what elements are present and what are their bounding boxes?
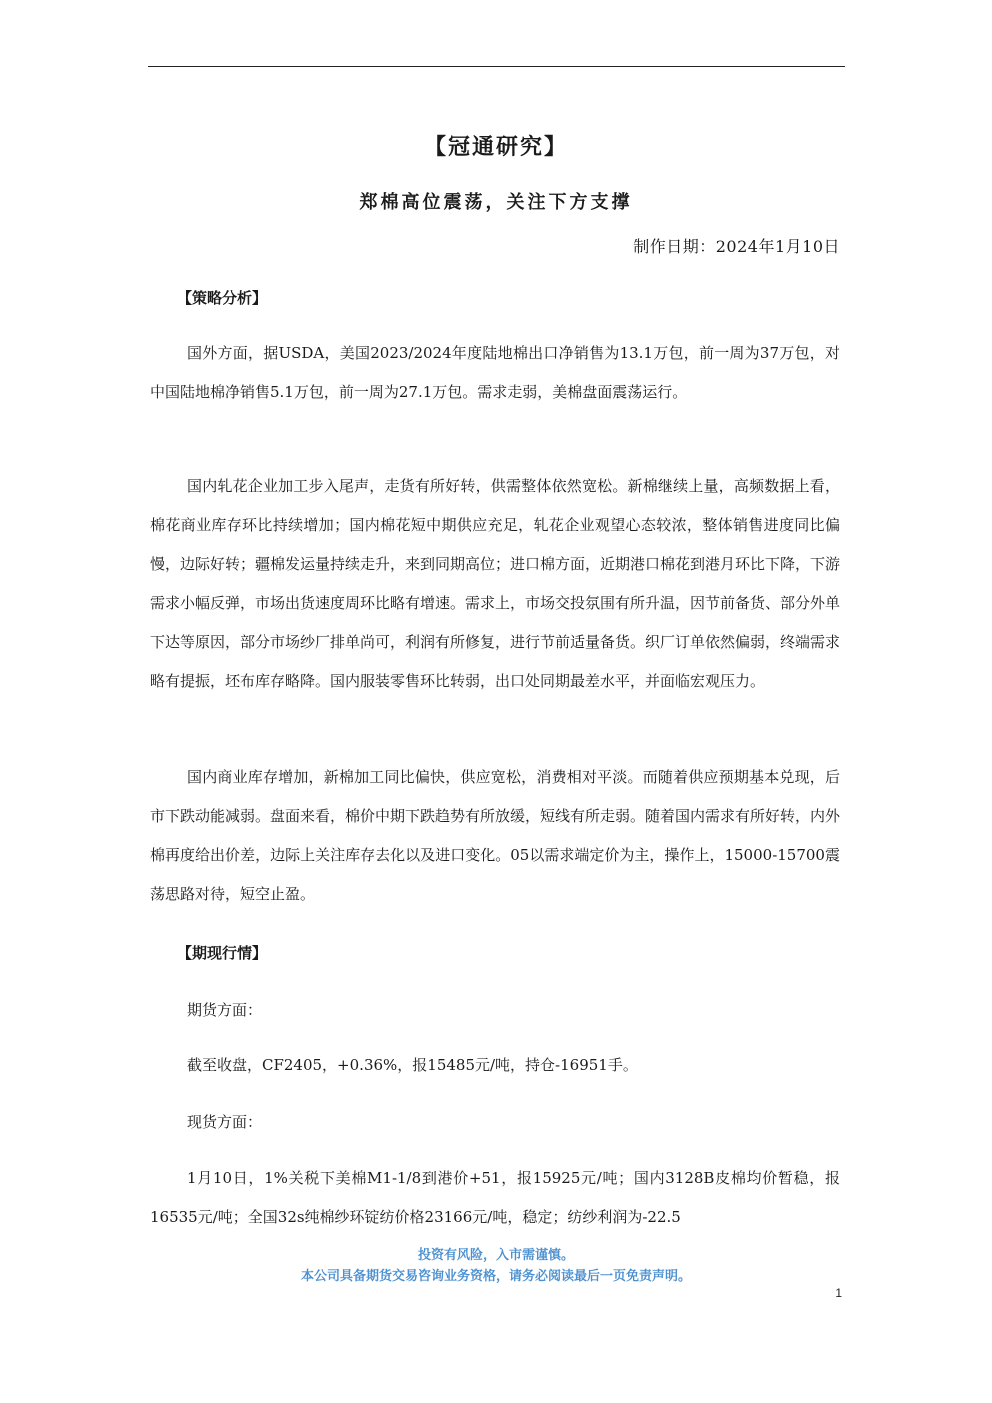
report-date: 制作日期：2024年1月10日 — [633, 237, 840, 256]
strategy-paragraph-overseas: 国外方面，据USDA，美国2023/2024年度陆地棉出口净销售为13.1万包，前一周为37万包，对中国陆地棉净销售5.1万包，前一周为27.1万包。需求走弱，美棉盘面震荡运行。 — [150, 344, 840, 401]
brand-title: 【冠通研究】 — [423, 134, 568, 160]
header-rule — [148, 66, 845, 67]
strategy-heading: 【策略分析】 — [177, 289, 268, 307]
strategy-paragraph-outlook: 国内商业库存增加，新棉加工同比偏快，供应宽松，消费相对平淡。而随着供应预期基本兑现，后市下跌动能减弱。盘面来看，棉价中期下跌趋势有所放缓，短线有所走弱。随着国内需求有所好转，内外棉再度给出价差，边际上关注库存去化以及进口变化。05以需求端定价为主，操作上，15000-15700震荡思路对待，短空止盈。 — [150, 768, 841, 903]
page-number: 1 — [835, 1286, 842, 1300]
futures-text: 截至收盘，CF2405，+0.36%，报15485元/吨，持仓-16951手。 — [187, 1056, 638, 1074]
spot-label: 现货方面： — [187, 1113, 263, 1131]
spot-text: 1月10日，1%关税下美棉M1-1/8到港价+51，报15925元/吨；国内3128B皮棉均价暂稳，报16535元/吨；全国32s纯棉纱环锭纺价格23166元/吨，稳定；纺纱利润为-22.5 — [150, 1169, 840, 1226]
report-title: 郑棉高位震荡，关注下方支撑 — [359, 192, 633, 213]
strategy-paragraph-domestic: 国内轧花企业加工步入尾声，走货有所好转，供需整体依然宽松。新棉继续上量，高频数据上看，棉花商业库存环比持续增加；国内棉花短中期供应充足，轧花企业观望心态较浓，整体销售进度同比偏慢，边际好转；疆棉发运量持续走升，来到同期高位；进口棉方面，近期港口棉花到港月环比下降，下游需求小幅反弹，市场出货速度周环比略有增速。需求上，市场交投氛围有所升温，因节前备货、部分外单下达等原因，部分市场纱厂排单尚可，利润有所修复，进行节前适量备货。织厂订单依然偏弱，终端需求略有提振，坯布库存略降。国内服装零售环比转弱，出口处同期最差水平，并面临宏观压力。 — [150, 477, 841, 690]
risk-disclaimer: 投资有风险，入市需谨慎。 — [417, 1248, 574, 1263]
futures-label: 期货方面： — [187, 1001, 263, 1019]
market-heading: 【期现行情】 — [177, 944, 268, 962]
qualification-disclaimer: 本公司具备期货交易咨询业务资格，请务必阅读最后一页免责声明。 — [300, 1269, 691, 1284]
